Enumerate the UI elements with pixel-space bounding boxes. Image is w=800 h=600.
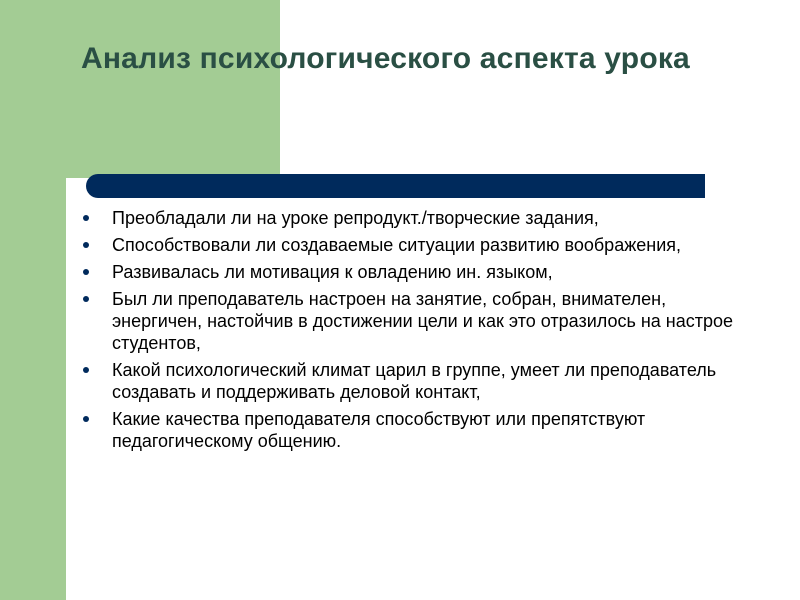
bullet-text: Какой психологический климат царил в группе, умеет ли преподаватель создавать и поддерживать деловой контакт, xyxy=(112,360,717,402)
bullet-item xyxy=(80,408,740,452)
bullet-dot-icon xyxy=(83,242,89,248)
bullet-text: Способствовали ли создаваемые ситуации развитию воображения, xyxy=(112,235,681,255)
green-left-panel xyxy=(0,0,66,600)
bullet-text: Какие качества преподавателя способствуют или препятствуют педагогическому общению. xyxy=(112,409,646,451)
slide-title: Анализ психологического аспекта урока xyxy=(81,42,690,75)
title-divider-bar xyxy=(86,174,705,198)
bullet-dot-icon xyxy=(83,367,89,373)
bullet-dot-icon xyxy=(83,416,89,422)
slide-content xyxy=(80,207,740,457)
bullet-item xyxy=(80,359,740,403)
bullet-text: Развивалась ли мотивация к овладению ин. языком, xyxy=(112,262,553,282)
bullet-dot-icon xyxy=(83,296,89,302)
bullet-text: Был ли преподаватель настроен на занятие, собран, внимателен, энергичен, настойчив в достижении цели и как это отразилось на настрое студентов, xyxy=(112,289,734,353)
bullet-item xyxy=(80,207,740,229)
bullet-list xyxy=(80,207,740,452)
bullet-dot-icon xyxy=(83,269,89,275)
bullet-dot-icon xyxy=(83,215,89,221)
title-area xyxy=(66,0,800,178)
bullet-item xyxy=(80,288,740,354)
bullet-text: Преобладали ли на уроке репродукт./творческие задания, xyxy=(112,208,599,228)
bullet-item xyxy=(80,234,740,256)
bullet-item xyxy=(80,261,740,283)
